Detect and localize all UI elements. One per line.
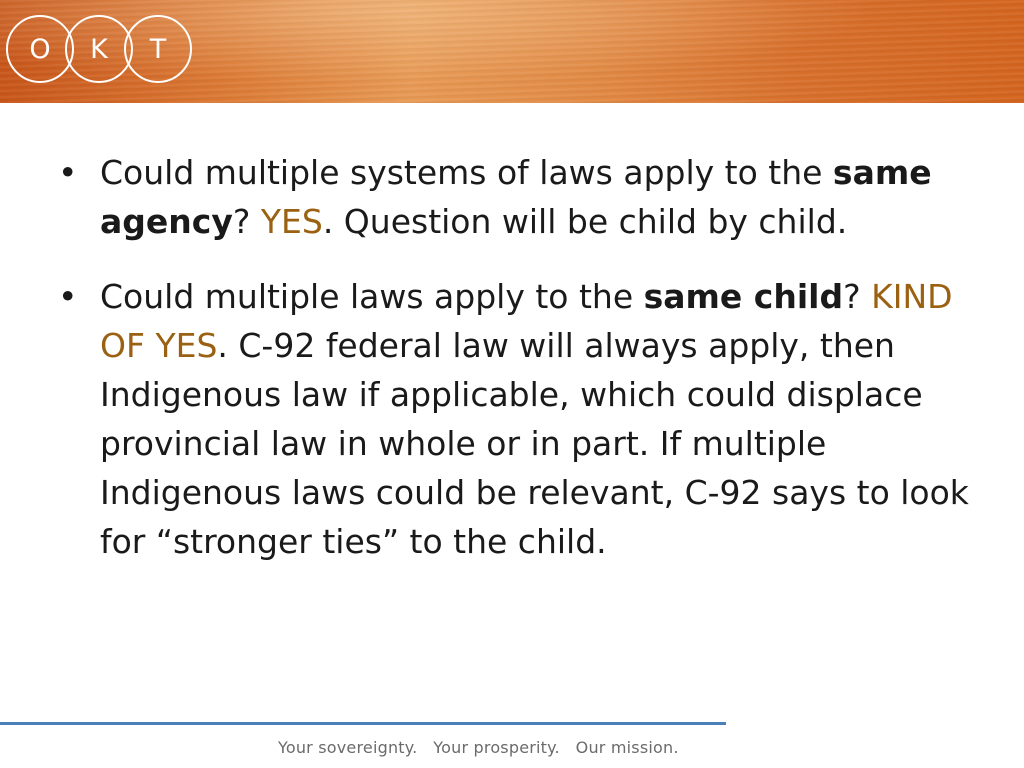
bullet-icon: • [58,277,78,316]
bullet-accent-text: YES [260,202,323,241]
bullet-bold-text: same agency [100,153,932,241]
bullet-text: . Question will be child by child. [322,202,848,241]
okt-logo [6,15,196,91]
bullet-icon: • [58,153,78,192]
logo-letter-o: O [6,15,74,83]
header-banner [0,0,1024,103]
logo-letter-t: T [124,15,192,83]
footer-tagline: Your sovereignty. Your prosperity. Our mission. [278,738,679,757]
bullet-text: ? [843,277,872,316]
bullet-bold-text: same child [643,277,844,316]
logo-letter-k: K [65,15,133,83]
bullet-item [58,272,978,566]
bullet-text: ? [232,202,261,241]
bullet-text: . C-92 federal law will always apply, then Indigenous law if applicable, which could displace provincial law in whole or in part. If multiple Indigenous laws could be relevant, C-92 says to look for “stronger ties” to the child. [100,326,969,561]
footer-divider [0,722,726,725]
bullet-list [58,148,978,592]
bullet-text: Could multiple laws apply to the [100,277,644,316]
bullet-item [58,148,978,246]
bullet-accent-text: KIND OF YES [100,277,953,365]
bullet-text: Could multiple systems of laws apply to the [100,153,833,192]
